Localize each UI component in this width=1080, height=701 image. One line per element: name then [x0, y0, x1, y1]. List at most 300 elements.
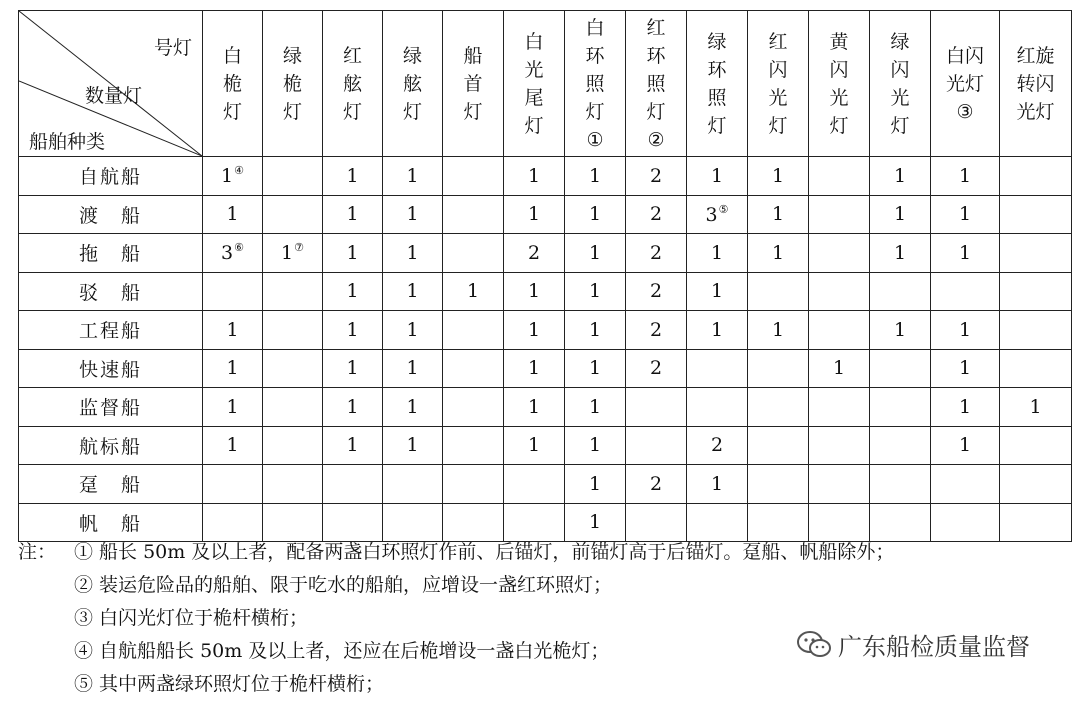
table-cell: [443, 311, 504, 350]
table-cell: [748, 465, 809, 504]
column-header-line: 闪: [890, 58, 910, 81]
table-cell: [203, 157, 263, 196]
cell-value: 2: [649, 472, 663, 495]
column-header-line: 黄: [829, 30, 849, 53]
row-label: 驳 船: [19, 272, 203, 311]
table-cell: [748, 157, 809, 196]
cell-value: 1: [893, 241, 907, 264]
table-cell: [443, 195, 504, 234]
column-header-line: 环: [646, 44, 666, 67]
column-header: [263, 11, 323, 157]
table-cell: [203, 388, 263, 427]
column-header-line: 船: [463, 44, 483, 67]
row-label: 帆 船: [19, 503, 203, 542]
table-cell: [626, 465, 687, 504]
table-cell: [263, 426, 323, 465]
column-header-line: ②: [647, 128, 665, 151]
column-header-line: 环: [585, 44, 605, 67]
table-cell: [1000, 272, 1072, 311]
cell-value: 1: [958, 318, 972, 341]
column-header-line: 照: [646, 72, 666, 95]
column-header: [931, 11, 1000, 157]
table-cell: [687, 388, 748, 427]
cell-value: 1: [346, 395, 359, 418]
cell-value: 1: [346, 241, 359, 264]
table-cell: [1000, 503, 1072, 542]
cell-footnote-mark: ⑥: [234, 241, 244, 255]
note-text: ③ 白闪光灯位于桅杆横桁；: [74, 607, 309, 629]
note-line: [18, 569, 894, 602]
cell-value: 1: [527, 357, 541, 380]
table-cell: [931, 234, 1000, 273]
table-cell: [203, 426, 263, 465]
table-cell: [383, 311, 443, 350]
cell-value: 1: [346, 318, 359, 341]
column-header-line: 绿: [402, 44, 422, 67]
note-line: [18, 668, 894, 701]
table-cell: [323, 272, 383, 311]
table-cell: [323, 157, 383, 196]
table-cell: [931, 349, 1000, 388]
cell-value: 1: [588, 395, 602, 418]
column-header: [809, 11, 870, 157]
cell-value: 2: [649, 280, 663, 303]
column-header-line: 灯: [768, 114, 788, 137]
table-cell: [443, 388, 504, 427]
cell-value: 2: [649, 357, 663, 380]
table-cell: [383, 157, 443, 196]
cell-value: 2: [649, 164, 663, 187]
note-prefix: 注：: [18, 541, 57, 563]
table-cell: [931, 503, 1000, 542]
table-cell: [263, 195, 323, 234]
column-header-line: 灯: [222, 100, 242, 123]
table-cell: [263, 272, 323, 311]
cell-value: 1: [406, 318, 419, 341]
cell-value: 1: [588, 203, 602, 226]
table-cell: [323, 195, 383, 234]
table-cell: [687, 426, 748, 465]
cell-value: 1: [710, 280, 724, 303]
table-cell: [443, 234, 504, 273]
table-cell: [504, 465, 565, 504]
cell-value: 2: [649, 241, 663, 264]
cell-value: 1: [588, 511, 602, 534]
column-header: [687, 11, 748, 157]
header-row: [19, 11, 1072, 157]
table-cell: [809, 311, 870, 350]
table-row: [19, 272, 1072, 311]
cell-value: 1: [527, 318, 541, 341]
table-body: [19, 157, 1072, 542]
table-cell: [626, 311, 687, 350]
table-cell: [565, 426, 626, 465]
table-cell: [1000, 465, 1072, 504]
lights-table: [18, 10, 1072, 542]
table-cell: [203, 234, 263, 273]
cell-value: 1: [832, 357, 846, 380]
table-cell: [565, 349, 626, 388]
table-cell: [931, 311, 1000, 350]
table-cell: [263, 234, 323, 273]
row-label: 拖 船: [19, 234, 203, 273]
cell-value: 1: [406, 434, 419, 457]
row-label: 快速船: [19, 349, 203, 388]
table-cell: [323, 426, 383, 465]
column-header-line: 红: [342, 44, 362, 67]
cell-footnote-mark: ⑦: [294, 241, 304, 255]
column-header-line: 灯: [890, 114, 910, 137]
table-cell: [383, 465, 443, 504]
column-header-line: 红旋: [1016, 44, 1055, 67]
cell-value: 1: [226, 395, 239, 418]
table-row: [19, 388, 1072, 427]
table-cell: [383, 195, 443, 234]
table-cell: [931, 465, 1000, 504]
table-cell: [565, 311, 626, 350]
column-header: [748, 11, 809, 157]
cell-footnote-mark: ⑤: [718, 202, 729, 216]
table-cell: [504, 311, 565, 350]
column-header: [565, 11, 626, 157]
table-cell: [1000, 195, 1072, 234]
cell-value: 1: [771, 164, 785, 187]
column-header: [203, 11, 263, 157]
cell-value: 1: [346, 203, 359, 226]
column-header-line: 光灯: [945, 72, 984, 95]
cell-value: 1: [466, 280, 480, 303]
cell-value: 1: [771, 241, 785, 264]
cell-value: 1: [588, 472, 602, 495]
column-header-line: 灯: [342, 100, 362, 123]
row-label: 航标船: [19, 426, 203, 465]
cell-value: 1: [710, 472, 724, 495]
column-header-line: 白: [524, 30, 544, 53]
table-cell: [1000, 157, 1072, 196]
table-row: [19, 311, 1072, 350]
table-cell: [687, 234, 748, 273]
column-header-line: 灯: [282, 100, 302, 123]
column-header-line: 绿: [282, 44, 302, 67]
column-header-line: 灯: [463, 100, 483, 123]
table-cell: [809, 426, 870, 465]
column-header-line: 光灯: [1016, 100, 1055, 123]
note-text: ② 装运危险品的船舶、限于吃水的船舶，应增设一盏红环照灯；: [74, 574, 613, 596]
table-cell: [443, 349, 504, 388]
cell-value: 1: [527, 395, 541, 418]
watermark-text: 广东船检质量监督: [838, 633, 1030, 661]
table-cell: [809, 465, 870, 504]
column-header-line: 灯: [524, 114, 544, 137]
cell-value: 1: [527, 280, 541, 303]
table-cell: [687, 465, 748, 504]
table-cell: [1000, 234, 1072, 273]
column-header-line: 灯: [829, 114, 849, 137]
table-cell: [870, 234, 931, 273]
column-header-line: 桅: [222, 72, 242, 95]
column-header-line: 照: [585, 72, 605, 95]
column-header: [504, 11, 565, 157]
table-cell: [443, 465, 504, 504]
table-cell: [687, 311, 748, 350]
cell-value: 1: [346, 434, 359, 457]
table-cell: [383, 426, 443, 465]
cell-value: 1: [588, 434, 602, 457]
table-cell: [809, 272, 870, 311]
column-header-line: 照: [707, 86, 727, 109]
column-header: [383, 11, 443, 157]
table-row: [19, 465, 1072, 504]
column-header-line: 白: [222, 44, 242, 67]
table-cell: [504, 234, 565, 273]
column-header-line: 闪: [768, 58, 788, 81]
table-cell: [504, 426, 565, 465]
column-header-line: 红: [646, 16, 666, 39]
cell-value: 1: [710, 318, 724, 341]
column-header-line: 桅: [282, 72, 302, 95]
column-header-line: 环: [707, 58, 727, 81]
row-label: 趸 船: [19, 465, 203, 504]
column-header-line: 转闪: [1016, 72, 1055, 95]
cell-value: 1: [346, 357, 359, 380]
cell-value: 1: [1029, 395, 1042, 418]
column-header-line: 灯: [707, 114, 727, 137]
table-cell: [809, 157, 870, 196]
cell-value: 1: [226, 318, 239, 341]
table-cell: [565, 234, 626, 273]
cell-value: 1: [346, 164, 359, 187]
column-header: [323, 11, 383, 157]
column-header-line: 灯: [646, 100, 666, 123]
corner-label-lights: 号灯: [153, 37, 192, 59]
table-cell: [931, 157, 1000, 196]
cell-value: 1: [406, 357, 419, 380]
table-cell: [443, 272, 504, 311]
cell-value: 1: [406, 280, 419, 303]
cell-value: 1: [406, 241, 419, 264]
table-cell: [504, 349, 565, 388]
note-text: ④ 自航船船长 50m 及以上者，还应在后桅增设一盏白光桅灯；: [74, 640, 610, 662]
table-cell: [203, 465, 263, 504]
cell-value: 1: [527, 203, 541, 226]
corner-label-ship-type: 船舶种类: [29, 131, 106, 153]
cell-value: 3: [221, 242, 234, 265]
table-cell: [809, 349, 870, 388]
note-text: ① 船长 50m 及以上者，配备两盏白环照灯作前、后锚灯，前锚灯高于后锚灯。趸船、帆船除外；: [74, 541, 895, 563]
notes: [18, 536, 894, 701]
cell-value: 1: [406, 203, 419, 226]
table-cell: [748, 311, 809, 350]
table-cell: [504, 157, 565, 196]
table-cell: [931, 426, 1000, 465]
column-header-line: 舷: [342, 72, 362, 95]
table-cell: [626, 426, 687, 465]
table-cell: [383, 234, 443, 273]
cell-value: 1: [710, 241, 724, 264]
column-header: [870, 11, 931, 157]
cell-value: 1: [771, 318, 785, 341]
cell-value: 2: [710, 434, 724, 457]
cell-footnote-mark: ④: [234, 164, 244, 178]
table-cell: [203, 272, 263, 311]
table-cell: [263, 388, 323, 427]
column-header-line: 灯: [402, 100, 422, 123]
table-cell: [263, 465, 323, 504]
cell-value: 1: [588, 241, 602, 264]
column-header-line: 红: [768, 30, 788, 53]
table-cell: [870, 465, 931, 504]
table-cell: [687, 157, 748, 196]
row-label: 渡 船: [19, 195, 203, 234]
cell-value: 1: [588, 164, 602, 187]
column-header-line: ③: [956, 100, 974, 123]
table-cell: [323, 465, 383, 504]
column-header: [626, 11, 687, 157]
row-label: 自航船: [19, 157, 203, 196]
table-cell: [1000, 388, 1072, 427]
row-label: 工程船: [19, 311, 203, 350]
note-line: [18, 635, 894, 668]
table-cell: [504, 195, 565, 234]
table-cell: [263, 311, 323, 350]
table-row: [19, 349, 1072, 388]
column-header-line: 白闪: [945, 44, 984, 67]
cell-value: 1: [893, 318, 907, 341]
table-cell: [809, 195, 870, 234]
column-header-line: 尾: [524, 86, 544, 109]
table-cell: [809, 388, 870, 427]
table-cell: [383, 388, 443, 427]
cell-value: 1: [958, 395, 972, 418]
cell-value: 1: [958, 203, 972, 226]
table-cell: [203, 195, 263, 234]
cell-value: 1: [893, 203, 907, 226]
cell-value: 1: [958, 434, 972, 457]
column-header-line: 绿: [890, 30, 910, 53]
table-cell: [870, 195, 931, 234]
table-cell: [263, 349, 323, 388]
watermark: [796, 627, 1030, 662]
table-cell: [626, 272, 687, 311]
table-cell: [870, 426, 931, 465]
table-cell: [748, 272, 809, 311]
cell-value: 1: [346, 280, 359, 303]
table-cell: [1000, 311, 1072, 350]
column-header-line: 光: [829, 86, 849, 109]
cell-value: 1: [406, 395, 419, 418]
cell-value: 1: [226, 203, 239, 226]
table-cell: [748, 195, 809, 234]
table-cell: [931, 388, 1000, 427]
note-line: [18, 602, 894, 635]
table-cell: [383, 272, 443, 311]
table-cell: [263, 157, 323, 196]
table-cell: [565, 388, 626, 427]
corner-header: [19, 11, 203, 157]
table-cell: [323, 234, 383, 273]
cell-value: 1: [281, 242, 294, 265]
cell-value: 2: [649, 203, 663, 226]
table-row: [19, 195, 1072, 234]
table-cell: [626, 157, 687, 196]
table-cell: [870, 311, 931, 350]
table-cell: [323, 349, 383, 388]
table-cell: [748, 349, 809, 388]
table-cell: [443, 426, 504, 465]
cell-value: 2: [649, 318, 663, 341]
table-cell: [748, 426, 809, 465]
wechat-icon: [796, 630, 832, 660]
table-cell: [931, 272, 1000, 311]
note-text: ⑤ 其中两盏绿环照灯位于桅杆横桁；: [74, 673, 385, 695]
table-cell: [870, 157, 931, 196]
column-header-line: 光: [890, 86, 910, 109]
note-line: [18, 536, 894, 569]
table-cell: [626, 195, 687, 234]
table-cell: [443, 157, 504, 196]
cell-value: 1: [958, 164, 972, 187]
cell-value: 1: [771, 203, 785, 226]
table-cell: [1000, 426, 1072, 465]
column-header: [1000, 11, 1072, 157]
cell-value: 1: [406, 164, 419, 187]
cell-value: 1: [221, 165, 234, 188]
cell-value: 1: [226, 357, 239, 380]
table-cell: [687, 272, 748, 311]
table-cell: [748, 234, 809, 273]
table-cell: [809, 234, 870, 273]
cell-value: 1: [588, 318, 602, 341]
table-cell: [626, 349, 687, 388]
table-row: [19, 426, 1072, 465]
cell-value: 3: [705, 203, 718, 226]
table-cell: [870, 272, 931, 311]
row-label: 监督船: [19, 388, 203, 427]
table-cell: [626, 388, 687, 427]
table-row: [19, 157, 1072, 196]
column-header-line: 灯: [585, 100, 605, 123]
cell-value: 1: [527, 164, 541, 187]
cell-value: 1: [527, 434, 541, 457]
table-cell: [1000, 349, 1072, 388]
table-cell: [323, 388, 383, 427]
cell-value: 2: [527, 241, 541, 264]
table-cell: [504, 388, 565, 427]
table-cell: [931, 195, 1000, 234]
table-cell: [565, 157, 626, 196]
column-header-line: 绿: [707, 30, 727, 53]
table-cell: [565, 195, 626, 234]
cell-value: 1: [588, 357, 602, 380]
table-cell: [565, 272, 626, 311]
table-cell: [203, 311, 263, 350]
column-header-line: 舷: [402, 72, 422, 95]
column-header: [443, 11, 504, 157]
table-row: [19, 234, 1072, 273]
cell-value: 1: [226, 434, 239, 457]
cell-value: 1: [710, 164, 724, 187]
table-cell: [504, 272, 565, 311]
cell-value: 1: [958, 241, 972, 264]
table-cell: [203, 349, 263, 388]
table-cell: [323, 311, 383, 350]
column-header-line: 光: [524, 58, 544, 81]
cell-value: 1: [958, 357, 972, 380]
table-cell: [748, 388, 809, 427]
column-header-line: 光: [768, 86, 788, 109]
table-cell: [565, 465, 626, 504]
column-header-line: 闪: [829, 58, 849, 81]
